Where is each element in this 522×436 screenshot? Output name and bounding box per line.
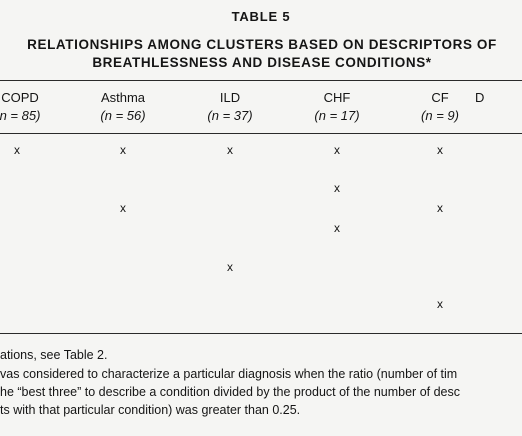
table-cell-mark: x (120, 201, 126, 215)
table-cell-mark: x (334, 221, 340, 235)
table-cell-mark: x (227, 260, 233, 274)
table-cell-mark: x (120, 143, 126, 157)
table-cell-mark: x (334, 143, 340, 157)
column-header-truncated (475, 89, 522, 107)
footnote-line: ts with that particular condition) was greater than 0.25. (0, 403, 301, 417)
table-title: TABLE 5 (231, 9, 291, 24)
column-header-asthma (78, 89, 168, 125)
column-header-ild (185, 89, 275, 125)
column-name: COPD (1, 90, 39, 105)
column-name: CF (431, 90, 449, 105)
table-cell-mark: x (334, 181, 340, 195)
table-top-rule (0, 80, 522, 81)
column-count: (n = 56) (100, 108, 146, 123)
column-count: (n = 9) (421, 108, 459, 123)
column-count: n = 85) (0, 108, 41, 123)
column-name: CHF (323, 90, 351, 105)
column-header-cf (395, 89, 485, 125)
table-cell-mark: x (14, 143, 20, 157)
footnote-line: he “best three” to describe a condition divided by the product of the number of desc (0, 385, 460, 399)
column-header-copd (0, 89, 65, 125)
table-cell-mark: x (437, 297, 443, 311)
column-name: ILD (219, 90, 241, 105)
table-caption-line-2: BREATHLESSNESS AND DISEASE CONDITIONS* (92, 55, 432, 70)
column-name: Asthma (100, 90, 146, 105)
footnote-abbreviations: ations, see Table 2. (0, 348, 108, 362)
footnote-line: vas considered to characterize a particular diagnosis when the ratio (number of tim (0, 367, 458, 381)
table-cell-mark: x (437, 201, 443, 215)
table-bottom-rule (0, 333, 522, 334)
column-count: (n = 17) (314, 108, 360, 123)
table-header-rule (0, 133, 522, 134)
table-cell-mark: x (227, 143, 233, 157)
table-cell-mark: x (437, 143, 443, 157)
column-header-chf (292, 89, 382, 125)
column-name: D (475, 90, 485, 105)
column-count: (n = 37) (207, 108, 253, 123)
table-caption-line-1: RELATIONSHIPS AMONG CLUSTERS BASED ON DESCRIPTORS OF (27, 37, 497, 52)
